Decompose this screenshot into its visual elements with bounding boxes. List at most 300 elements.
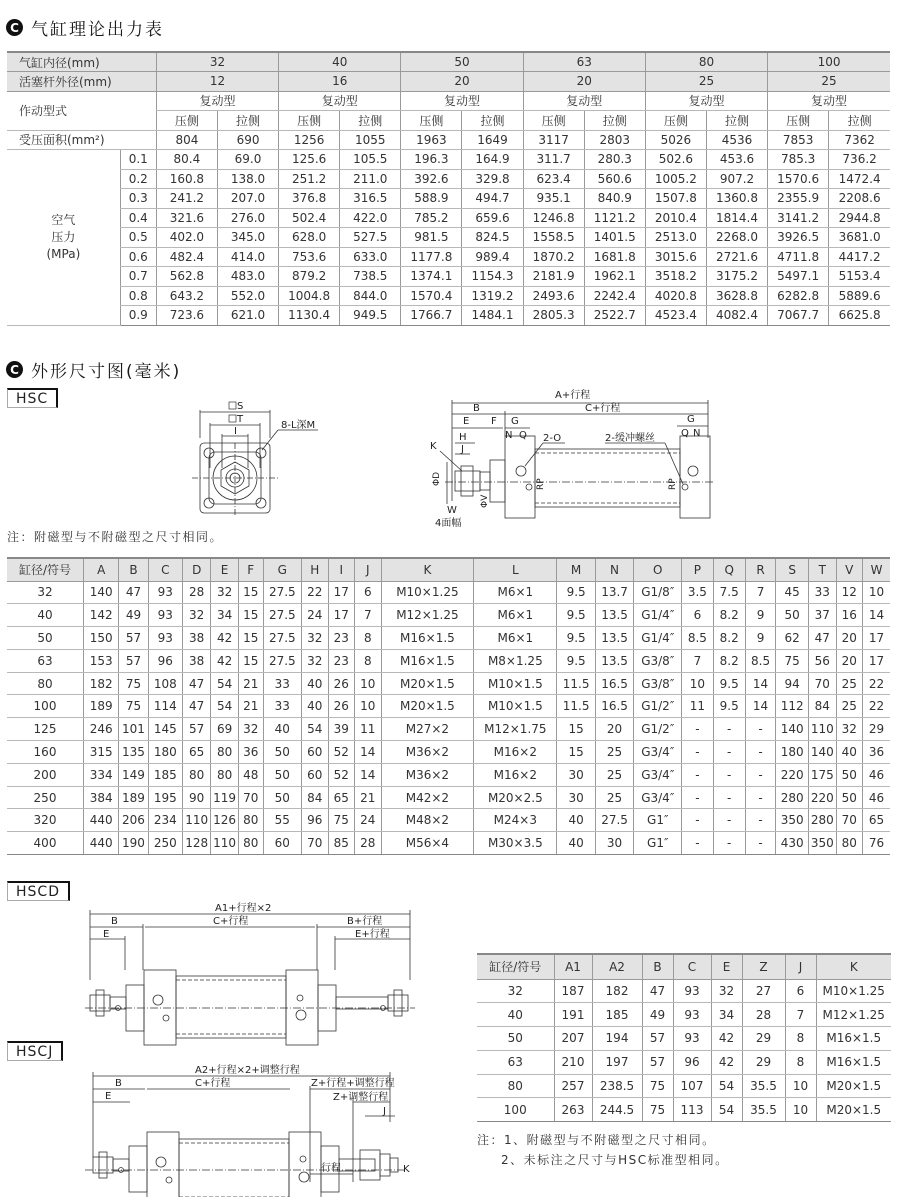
column-header: C bbox=[148, 558, 182, 581]
force-cell: 2493.6 bbox=[523, 286, 584, 306]
table-row bbox=[7, 672, 890, 695]
dim-label-c: C+行程 bbox=[585, 403, 621, 414]
table-cell: 28 bbox=[742, 1003, 785, 1027]
force-cell: 1681.8 bbox=[584, 247, 645, 267]
model-tag-hscj: HSCJ bbox=[7, 1041, 63, 1061]
table-cell: M10×1.25 bbox=[816, 979, 891, 1003]
table-cell: 119 bbox=[211, 786, 238, 809]
table-cell: 20 bbox=[595, 718, 633, 741]
table-cell: 9.5 bbox=[557, 581, 595, 604]
table-cell: 93 bbox=[148, 581, 182, 604]
force-cell: 311.7 bbox=[523, 150, 584, 170]
force-cell: 345.0 bbox=[217, 228, 278, 248]
table-cell: 57 bbox=[642, 1027, 673, 1051]
table-cell: 140 bbox=[84, 581, 119, 604]
force-cell: 628.0 bbox=[279, 228, 340, 248]
table-cell: 16.5 bbox=[595, 672, 633, 695]
force-cell: 280.3 bbox=[584, 150, 645, 170]
area-cell: 804 bbox=[156, 130, 217, 150]
table-cell: 14 bbox=[355, 741, 382, 764]
table-cell: 3.5 bbox=[682, 581, 713, 604]
table-cell: M20×1.5 bbox=[381, 695, 474, 718]
column-header: A2 bbox=[592, 954, 642, 979]
action-cell: 复动型 bbox=[279, 91, 401, 111]
table-cell: 40 bbox=[557, 832, 595, 855]
dim-label-k: K bbox=[403, 1164, 410, 1175]
force-cell: 3628.8 bbox=[706, 286, 767, 306]
table-cell: M20×1.5 bbox=[816, 1074, 891, 1098]
table-cell: 40 bbox=[836, 741, 863, 764]
force-cell: 840.9 bbox=[584, 189, 645, 209]
table-cell: - bbox=[713, 718, 745, 741]
pressure-row bbox=[7, 169, 890, 189]
table-row bbox=[7, 604, 890, 627]
force-cell: 138.0 bbox=[217, 169, 278, 189]
force-cell: 989.4 bbox=[462, 247, 523, 267]
force-cell: 160.8 bbox=[156, 169, 217, 189]
column-header: T bbox=[809, 558, 836, 581]
table-cell: 93 bbox=[673, 979, 711, 1003]
table-cell: 9 bbox=[745, 627, 775, 650]
table-cell: G1/4″ bbox=[634, 627, 682, 650]
hscj-diagram bbox=[85, 1062, 415, 1197]
column-header: B bbox=[642, 954, 673, 979]
column-header: P bbox=[682, 558, 713, 581]
force-cell: 560.6 bbox=[584, 169, 645, 189]
pressure-value: 0.2 bbox=[120, 169, 156, 189]
table-row bbox=[7, 832, 890, 855]
section-title-dimensions bbox=[6, 357, 181, 382]
area-cell: 3117 bbox=[523, 130, 584, 150]
pressure-row bbox=[7, 228, 890, 248]
table-cell: 430 bbox=[776, 832, 809, 855]
table-cell: 80 bbox=[211, 741, 238, 764]
rod-row bbox=[7, 72, 890, 92]
table-cell: 54 bbox=[711, 1098, 742, 1122]
table-cell: 182 bbox=[84, 672, 119, 695]
table-cell: 7 bbox=[785, 1003, 816, 1027]
side-cell: 拉侧 bbox=[217, 111, 278, 131]
table-cell: 75 bbox=[119, 672, 148, 695]
table-cell: 42 bbox=[711, 1027, 742, 1051]
table-row bbox=[477, 1027, 891, 1051]
force-cell: 2208.6 bbox=[829, 189, 890, 209]
force-cell: 1121.2 bbox=[584, 208, 645, 228]
table-row bbox=[7, 741, 890, 764]
pressure-value: 0.9 bbox=[120, 306, 156, 326]
table-row bbox=[7, 763, 890, 786]
pressure-value: 0.8 bbox=[120, 286, 156, 306]
action-cell: 复动型 bbox=[523, 91, 645, 111]
force-cell: 552.0 bbox=[217, 286, 278, 306]
table-cell: 47 bbox=[809, 627, 836, 650]
table-cell: 34 bbox=[211, 604, 238, 627]
column-header: G bbox=[263, 558, 301, 581]
force-cell: 949.5 bbox=[340, 306, 401, 326]
table-cell: 8 bbox=[785, 1050, 816, 1074]
column-header: 缸径/符号 bbox=[7, 558, 84, 581]
table-cell: 84 bbox=[302, 786, 329, 809]
force-cell: 4711.8 bbox=[768, 247, 829, 267]
table-cell: 8 bbox=[355, 627, 382, 650]
table-cell: 21 bbox=[238, 672, 263, 695]
table-cell: M16×2 bbox=[474, 741, 557, 764]
table-cell: 32 bbox=[238, 718, 263, 741]
table-cell: 142 bbox=[84, 604, 119, 627]
dim-label-q: Q bbox=[519, 430, 527, 441]
table-cell: 29 bbox=[742, 1050, 785, 1074]
force-cell: 824.5 bbox=[462, 228, 523, 248]
table-cell: M12×1.25 bbox=[381, 604, 474, 627]
dim-label-a1: A1+行程×2 bbox=[215, 903, 272, 914]
table-cell: 29 bbox=[742, 1027, 785, 1051]
table-cell: 33 bbox=[809, 581, 836, 604]
table-cell: - bbox=[745, 741, 775, 764]
table-cell: 114 bbox=[148, 695, 182, 718]
table-cell: 65 bbox=[183, 741, 211, 764]
force-cell: 3518.2 bbox=[645, 267, 706, 287]
table-cell: 80 bbox=[211, 763, 238, 786]
table-cell: 14 bbox=[355, 763, 382, 786]
table-cell: 17 bbox=[863, 627, 891, 650]
rod-label: 活塞杆外径(mm) bbox=[7, 72, 156, 92]
force-cell: 5153.4 bbox=[829, 267, 890, 287]
table-cell: 70 bbox=[809, 672, 836, 695]
table-cell: 26 bbox=[328, 695, 355, 718]
table-cell: M12×1.25 bbox=[816, 1003, 891, 1027]
force-cell: 562.8 bbox=[156, 267, 217, 287]
table-cell: 47 bbox=[183, 672, 211, 695]
dim-label-b: B bbox=[115, 1078, 122, 1089]
table-cell: M8×1.25 bbox=[474, 649, 557, 672]
table-cell: 47 bbox=[642, 979, 673, 1003]
force-cell: 1870.2 bbox=[523, 247, 584, 267]
table-cell: 11 bbox=[355, 718, 382, 741]
note-line-1: 注：1、附磁型与不附磁型之尺寸相同。 bbox=[477, 1133, 716, 1147]
table-cell: G3/4″ bbox=[634, 763, 682, 786]
table-cell: 8 bbox=[785, 1027, 816, 1051]
table-cell: 27.5 bbox=[595, 809, 633, 832]
table-cell: 42 bbox=[211, 649, 238, 672]
bore-cell: 80 bbox=[645, 52, 767, 72]
dim-label-v: ΦV bbox=[480, 494, 490, 508]
force-table bbox=[7, 51, 890, 326]
column-header: Z bbox=[742, 954, 785, 979]
column-header: K bbox=[381, 558, 474, 581]
table-cell: 75 bbox=[642, 1098, 673, 1122]
side-cell: 压侧 bbox=[523, 111, 584, 131]
table-cell: 27 bbox=[742, 979, 785, 1003]
table-cell: 57 bbox=[183, 718, 211, 741]
column-header: W bbox=[863, 558, 891, 581]
table-cell: 250 bbox=[148, 832, 182, 855]
table-cell: 23 bbox=[328, 627, 355, 650]
force-cell: 723.6 bbox=[156, 306, 217, 326]
table-cell: M16×1.5 bbox=[381, 627, 474, 650]
table-cell: - bbox=[745, 718, 775, 741]
force-cell: 1962.1 bbox=[584, 267, 645, 287]
bore-cell: 100 bbox=[768, 52, 890, 72]
table-cell: 195 bbox=[148, 786, 182, 809]
table-cell: 57 bbox=[642, 1050, 673, 1074]
table-cell: 15 bbox=[557, 718, 595, 741]
dim-label-n-rear: N bbox=[693, 428, 701, 439]
section-title-text: 外形尺寸图(毫米) bbox=[31, 362, 182, 382]
column-header: K bbox=[816, 954, 891, 979]
force-cell: 2242.4 bbox=[584, 286, 645, 306]
force-cell: 321.6 bbox=[156, 208, 217, 228]
table-cell: 50 bbox=[263, 763, 301, 786]
table-cell: 194 bbox=[592, 1027, 642, 1051]
table-cell: - bbox=[682, 763, 713, 786]
side-cell: 拉侧 bbox=[829, 111, 890, 131]
dim-label-b: B bbox=[111, 916, 118, 927]
dim-label-c: C+行程 bbox=[213, 916, 249, 927]
pressure-value: 0.4 bbox=[120, 208, 156, 228]
table-cell: 65 bbox=[863, 809, 891, 832]
bore-cell: 80 bbox=[477, 1074, 554, 1098]
force-cell: 502.6 bbox=[645, 150, 706, 170]
area-cell: 7362 bbox=[829, 130, 890, 150]
pressure-value: 0.7 bbox=[120, 267, 156, 287]
force-cell: 211.0 bbox=[340, 169, 401, 189]
pressure-row bbox=[7, 247, 890, 267]
dim-label-a2: A2+行程×2+调整行程 bbox=[195, 1065, 300, 1076]
dimensions-table-body bbox=[7, 581, 890, 855]
force-cell: 1766.7 bbox=[401, 306, 462, 326]
table-cell: G1″ bbox=[634, 809, 682, 832]
table-cell: 22 bbox=[863, 672, 891, 695]
table-cell: 25 bbox=[836, 672, 863, 695]
table-cell: 38 bbox=[183, 649, 211, 672]
bore-cell: 160 bbox=[7, 741, 84, 764]
pressure-value: 0.3 bbox=[120, 189, 156, 209]
bore-cell: 100 bbox=[477, 1098, 554, 1122]
table-cell: 60 bbox=[263, 832, 301, 855]
force-cell: 1472.4 bbox=[829, 169, 890, 189]
force-cell: 2181.9 bbox=[523, 267, 584, 287]
table-cell: 440 bbox=[84, 809, 119, 832]
force-cell: 196.3 bbox=[401, 150, 462, 170]
dim-label-z2: Z+调整行程 bbox=[333, 1092, 389, 1103]
table-cell: 42 bbox=[711, 1050, 742, 1074]
force-cell: 785.2 bbox=[401, 208, 462, 228]
table-cell: 150 bbox=[84, 627, 119, 650]
table-cell: M36×2 bbox=[381, 741, 474, 764]
table-cell: 65 bbox=[328, 786, 355, 809]
bore-cell: 63 bbox=[523, 52, 645, 72]
table-cell: 15 bbox=[557, 741, 595, 764]
force-cell: 588.9 bbox=[401, 189, 462, 209]
dim-label-rp: RP bbox=[536, 478, 546, 490]
action-label: 作动型式 bbox=[7, 91, 156, 130]
column-header: L bbox=[474, 558, 557, 581]
table-cell: 80 bbox=[238, 832, 263, 855]
table-cell: - bbox=[713, 786, 745, 809]
force-cell: 5889.6 bbox=[829, 286, 890, 306]
dim-label-j: J bbox=[383, 1106, 386, 1117]
table-cell: 40 bbox=[302, 695, 329, 718]
table-cell: 11.5 bbox=[557, 695, 595, 718]
table-cell: M16×2 bbox=[474, 763, 557, 786]
side-cell: 压侧 bbox=[768, 111, 829, 131]
table-cell: 69 bbox=[211, 718, 238, 741]
side-cell: 压侧 bbox=[645, 111, 706, 131]
table-cell: 9.5 bbox=[557, 649, 595, 672]
column-header: I bbox=[328, 558, 355, 581]
table-cell: 15 bbox=[238, 604, 263, 627]
table-row bbox=[7, 786, 890, 809]
table-cell: G1/4″ bbox=[634, 604, 682, 627]
force-cell: 4020.8 bbox=[645, 286, 706, 306]
force-cell: 422.0 bbox=[340, 208, 401, 228]
table-cell: 29 bbox=[863, 718, 891, 741]
bore-cell: 80 bbox=[7, 672, 84, 695]
force-cell: 2513.0 bbox=[645, 228, 706, 248]
pressure-value: 0.6 bbox=[120, 247, 156, 267]
action-cell: 复动型 bbox=[401, 91, 523, 111]
section-title-text: 气缸理论出力表 bbox=[31, 20, 164, 40]
table-cell: 60 bbox=[302, 741, 329, 764]
force-cell: 2944.8 bbox=[829, 208, 890, 228]
table-cell: 50 bbox=[263, 741, 301, 764]
table-cell: 93 bbox=[148, 604, 182, 627]
table-cell: - bbox=[713, 763, 745, 786]
table-cell: 60 bbox=[302, 763, 329, 786]
table-cell: 27.5 bbox=[263, 581, 301, 604]
table-cell: 47 bbox=[183, 695, 211, 718]
table-cell: 191 bbox=[554, 1003, 592, 1027]
bore-cell: 40 bbox=[7, 604, 84, 627]
rod-cell: 12 bbox=[156, 72, 278, 92]
table-cell: 17 bbox=[328, 604, 355, 627]
dim-label-d: ΦD bbox=[432, 471, 442, 486]
force-cell: 482.4 bbox=[156, 247, 217, 267]
dimensions-table bbox=[7, 557, 890, 855]
pressure-label-line: (MPa) bbox=[46, 246, 81, 261]
table-cell: 40 bbox=[302, 672, 329, 695]
table-cell: 7.5 bbox=[713, 581, 745, 604]
table-cell: 22 bbox=[863, 695, 891, 718]
bore-cell: 50 bbox=[477, 1027, 554, 1051]
table-cell: 54 bbox=[302, 718, 329, 741]
table-cell: 32 bbox=[711, 979, 742, 1003]
hsc-side-view-diagram bbox=[425, 386, 715, 531]
table-cell: G1″ bbox=[634, 832, 682, 855]
table-cell: 280 bbox=[809, 809, 836, 832]
table-cell: 20 bbox=[836, 627, 863, 650]
area-cell: 5026 bbox=[645, 130, 706, 150]
table-cell: M16×1.5 bbox=[381, 649, 474, 672]
side-cell: 压侧 bbox=[156, 111, 217, 131]
pressure-row bbox=[7, 286, 890, 306]
table-cell: - bbox=[713, 741, 745, 764]
table-cell: 14 bbox=[863, 604, 891, 627]
table-cell: 42 bbox=[211, 627, 238, 650]
table-cell: 33 bbox=[263, 695, 301, 718]
table-cell: 9.5 bbox=[713, 695, 745, 718]
hscd-hscj-table bbox=[477, 953, 891, 1122]
force-cell: 3141.2 bbox=[768, 208, 829, 228]
force-cell: 623.4 bbox=[523, 169, 584, 189]
table-cell: 52 bbox=[328, 763, 355, 786]
table-cell: 13.5 bbox=[595, 604, 633, 627]
table-cell: 197 bbox=[592, 1050, 642, 1074]
force-cell: 2805.3 bbox=[523, 306, 584, 326]
table-row bbox=[7, 627, 890, 650]
table-row bbox=[477, 979, 891, 1003]
dim-label-holes: 8-L深M bbox=[281, 420, 316, 431]
column-header: B bbox=[119, 558, 148, 581]
force-cell: 1004.8 bbox=[279, 286, 340, 306]
force-cell: 1177.8 bbox=[401, 247, 462, 267]
force-cell: 2268.0 bbox=[706, 228, 767, 248]
table-cell: M12×1.75 bbox=[474, 718, 557, 741]
force-cell: 7067.7 bbox=[768, 306, 829, 326]
table-cell: M16×1.5 bbox=[816, 1050, 891, 1074]
table-cell: 10 bbox=[863, 581, 891, 604]
side-cell: 拉侧 bbox=[340, 111, 401, 131]
dim-label-g: G bbox=[511, 416, 519, 427]
force-cell: 80.4 bbox=[156, 150, 217, 170]
table-cell: 189 bbox=[119, 786, 148, 809]
table-cell: 24 bbox=[302, 604, 329, 627]
action-cell: 复动型 bbox=[156, 91, 278, 111]
force-cell: 1374.1 bbox=[401, 267, 462, 287]
table-row bbox=[7, 718, 890, 741]
table-cell: 80 bbox=[836, 832, 863, 855]
column-header: J bbox=[785, 954, 816, 979]
table-cell: 10 bbox=[355, 695, 382, 718]
table-cell: 13.5 bbox=[595, 649, 633, 672]
table-cell: 37 bbox=[809, 604, 836, 627]
table-cell: G3/4″ bbox=[634, 786, 682, 809]
table-cell: 76 bbox=[863, 832, 891, 855]
force-cell: 1319.2 bbox=[462, 286, 523, 306]
hsc-front-view-diagram bbox=[190, 398, 330, 528]
table-cell: 80 bbox=[183, 763, 211, 786]
rod-cell: 16 bbox=[279, 72, 401, 92]
table-cell: 315 bbox=[84, 741, 119, 764]
table-cell: - bbox=[745, 832, 775, 855]
table-cell: 75 bbox=[119, 695, 148, 718]
column-header: D bbox=[183, 558, 211, 581]
table-cell: 16 bbox=[836, 604, 863, 627]
force-cell: 3926.5 bbox=[768, 228, 829, 248]
force-cell: 316.5 bbox=[340, 189, 401, 209]
table-cell: 21 bbox=[355, 786, 382, 809]
column-header: V bbox=[836, 558, 863, 581]
area-cell: 1963 bbox=[401, 130, 462, 150]
table-cell: 334 bbox=[84, 763, 119, 786]
pressure-row bbox=[7, 150, 890, 170]
force-cell: 785.3 bbox=[768, 150, 829, 170]
table-cell: 189 bbox=[84, 695, 119, 718]
table-cell: 96 bbox=[148, 649, 182, 672]
bore-cell: 320 bbox=[7, 809, 84, 832]
bore-cell: 50 bbox=[401, 52, 523, 72]
table-cell: 30 bbox=[557, 786, 595, 809]
dim-label-stroke: 行程 bbox=[321, 1163, 341, 1174]
table-header-row bbox=[477, 954, 891, 979]
column-header: H bbox=[302, 558, 329, 581]
table-cell: 38 bbox=[183, 627, 211, 650]
table-cell: 238.5 bbox=[592, 1074, 642, 1098]
table-cell: 440 bbox=[84, 832, 119, 855]
force-cell: 6282.8 bbox=[768, 286, 829, 306]
table-cell: - bbox=[713, 809, 745, 832]
force-cell: 1005.2 bbox=[645, 169, 706, 189]
